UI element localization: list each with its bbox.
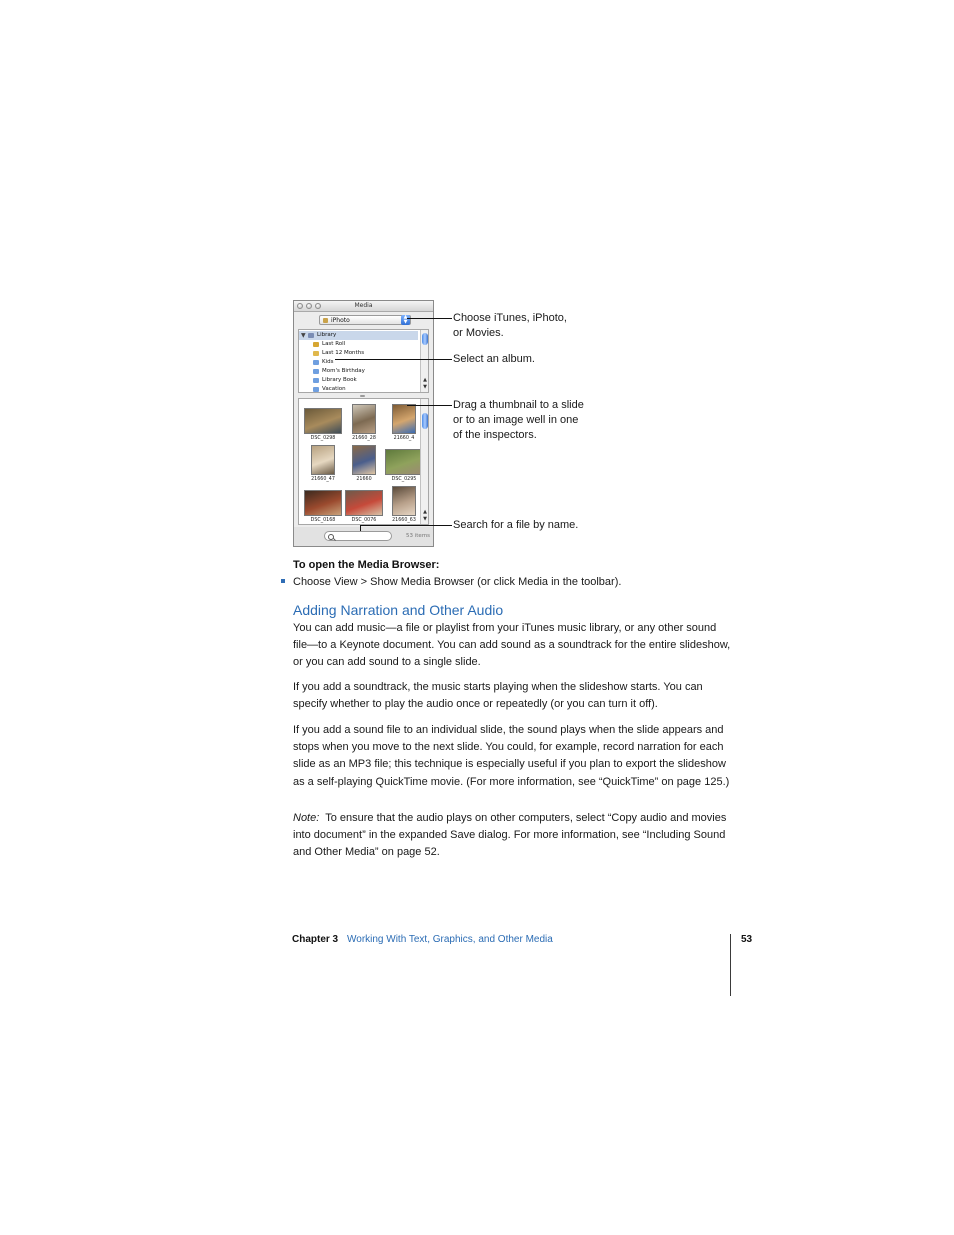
footer-divider [730,934,731,996]
thumbnail-caption: 21660_63 [392,518,416,523]
callout-line-popup [407,318,452,319]
search-icon [328,534,334,540]
album-row-library-book[interactable] [299,376,418,385]
thumbnail-scrollbar[interactable] [420,399,428,524]
callout-thumbnail: Drag a thumbnail to a slide or to an image well in one of the inspectors. [453,399,584,441]
roll-icon [313,342,319,347]
thumbnail-caption: 21660_47 [311,477,335,482]
bullet-square-icon [281,579,285,583]
album-label: Last 12 Months [322,350,365,356]
thumbnail-scroll-thumb[interactable] [422,413,428,429]
media-source-popup[interactable] [319,315,411,325]
note-text: To ensure that the audio plays on other computers, select “Copy audio and movies into document” in the expanded Save dialog. For more information, see “Including Sound and Other Media” on page 52. [293,812,727,859]
photo-thumbnail[interactable] [392,486,416,516]
thumbnail-caption: DSC_0168 [310,518,336,523]
disclosure-triangle-icon[interactable]: ▼ [301,332,306,339]
photo-thumbnail[interactable] [352,404,376,434]
media-browser-window [293,300,434,547]
popup-arrows-icon: ▲ ▼ [401,315,410,325]
album-row-vacation[interactable] [299,385,418,394]
callout-line-album [335,359,452,360]
album-scroll-thumb[interactable] [422,333,428,345]
thumbnail-caption: DSC_0298 [310,436,336,441]
section-heading: Adding Narration and Other Audio [293,602,504,618]
footer-chapter: Chapter 3 [292,934,339,945]
scroll-up-icon[interactable]: ▲ [423,509,427,515]
callout-search: Search for a file by name. [453,519,579,531]
photo-thumbnail[interactable] [385,449,423,475]
album-row-last-12-months[interactable] [299,349,418,358]
folder-icon [313,378,319,383]
window-titlebar [294,301,433,312]
album-row-library[interactable] [299,331,418,340]
thumbnail-caption: DSC_0076 [351,518,377,523]
thumbnail-caption: 21660_4 [393,436,415,441]
paragraph-2: If you add a soundtrack, the music starts playing when the slideshow starts. You can specify whether to play the audio once or repeatedly (or you can turn it off). [293,681,703,711]
album-label: Library Book [322,377,357,383]
callout-line-thumbnail [407,405,452,406]
album-label: Vacation [322,386,346,392]
scroll-down-icon[interactable]: ▼ [423,384,427,390]
callout-line-search [360,525,452,526]
thumbnail-caption: 21660 [356,477,372,482]
media-source-label: iPhoto [331,317,350,324]
album-label: Last Roll [322,341,346,347]
photo-thumbnail[interactable] [304,408,342,434]
search-bar [294,527,433,546]
procedure-heading: To open the Media Browser: [293,559,440,571]
page-number: 53 [741,934,753,945]
photo-thumbnail[interactable] [345,490,383,516]
search-input[interactable] [324,531,392,541]
folder-icon [313,360,319,365]
scroll-down-icon[interactable]: ▼ [423,516,427,522]
iphoto-icon [323,318,328,323]
paragraph-1: You can add music—a file or playlist from your iTunes music library, or any other sound file—to a Keynote document. You can add sound as a soundtrack for the entire slideshow, or you can add sound to a single slide. [293,622,731,669]
callout-album: Select an album. [453,353,535,365]
photo-thumbnail[interactable] [311,445,335,475]
paragraph-3: If you add a sound file to an individual slide, the sound plays when the slide appears and stops when you move to the next slide. You could, for example, record narration for each slide as an MP3 file; this technique is especially useful if you plan to export the slideshow as a self-playing QuickTime movie. (For more information, see “QuickTime” on page 125.) [293,724,730,788]
album-label: Library [317,332,337,338]
window-title: Media [354,302,373,309]
album-scrollbar[interactable] [420,330,428,392]
note-label: Note: [293,812,320,824]
folder-icon [313,369,319,374]
pane-splitter-handle[interactable] [360,395,365,397]
folder-icon [313,387,319,392]
photo-thumbnail[interactable] [304,490,342,516]
album-row-last-roll[interactable] [299,340,418,349]
scroll-up-icon[interactable]: ▲ [423,377,427,383]
calendar-icon [313,351,319,356]
photo-thumbnail[interactable] [392,404,416,434]
library-icon [308,333,314,338]
thumbnail-grid [298,398,429,525]
album-label: Mom's Birthday [322,368,365,374]
thumbnail-caption: 21660_28 [352,436,376,441]
album-list [298,329,429,393]
note-paragraph [293,810,731,862]
footer-chapter-title: Working With Text, Graphics, and Other Media [347,934,553,945]
callout-popup: Choose iTunes, iPhoto, or Movies. [453,312,567,339]
thumbnail-caption: DSC_0295 [391,477,417,482]
album-label: Kids [322,359,334,365]
photo-thumbnail[interactable] [352,445,376,475]
procedure-step: Choose View > Show Media Browser (or click Media in the toolbar). [293,576,622,588]
item-count: 53 items [406,533,431,539]
album-row-moms-birthday[interactable] [299,367,418,376]
